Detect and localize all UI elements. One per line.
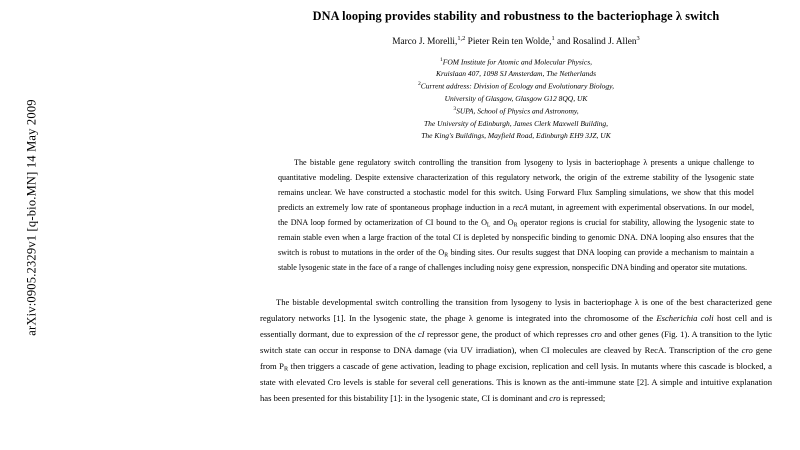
affiliation-list	[232, 56, 800, 142]
affiliation-line: The University of Edinburgh, James Clerk Maxwell Building,	[423, 118, 609, 128]
affiliation-line: Kruislaan 407, 1098 SJ Amsterdam, The Netherlands	[435, 69, 596, 79]
affiliation-line: $^3$SUPA, School of Physics and Astronomy,	[453, 106, 579, 116]
affiliation-line: University of Glasgow, Glasgow G12 8QQ, UK	[444, 93, 588, 103]
affiliation-line: The King's Buildings, Mayfield Road, Edinburgh EH9 3JZ, UK	[421, 130, 611, 140]
arxiv-identifier-stamp	[0, 0, 60, 450]
author-list: Marco J. Morelli,$^{1,2}$ Pieter Rein ten Wolde,$^1$ and Rosalind J. Allen$^3$	[392, 35, 640, 48]
abstract-text: The bistable gene regulatory switch controlling the transition from lysogeny to lysis in bacteriophage λ presents a unique challenge to quantitative modeling. Despite extensive characterization of this regulatory network, the origin of the extreme stability of the lysogenic state remains unclear. We have constructed a stochastic model for this switch. Using Forward Flux Sampling simulations, we show that this model predicts an extremely low rate of spontaneous prophage induction in a recA mutant, in agreement with experimental observations. In our model, the DNA loop formed by octamerization of CI bound to the $O_L$ and $O_R$ operator regions is crucial for stability, allowing the lysogenic state to remain stable even when a large fraction of the total CI is depleted by nonspecific binding to genomic DNA. DNA looping also ensures that the switch is robust to mutations in the order of the $O_R$ binding sites. Our results suggest that DNA looping can provide a mechanism to maintain a stable lysogenic state in the face of a range of challenges including noisy gene expression, nonspecific DNA binding and operator site mutations.	[278, 158, 755, 273]
introduction-paragraph: The bistable developmental switch controlling the transition from lysogeny to lysis in bacteriophage λ is one of the best characterized gene regulatory networks [1]. In the lysogenic state, the phage λ genome is integrated into the chromosome of the Escherichia coli host cell and is essentially dormant, due to expression of the cI repressor gene, the product of which represses cro and other genes (Fig. 1). A transition to the lytic switch state can occur in response to DNA damage (via UV irradiation), when CI molecules are cleaved by RecA. Transcription of the cro gene from $P_R$ then triggers a cascade of gene activation, leading to phage excision, replication and cell lysis. In mutants where this cascade is blocked, a state with elevated Cro levels is stable for several cell generations. This is known as the anti-immune state [2]. A simple and intuitive explanation has been presented for this bistability [1]: in the lysogenic state, CI is dominant and cro is repressed;	[260, 297, 772, 404]
affiliation-line: $^2$Current address: Division of Ecology and Evolutionary Biology,	[418, 81, 614, 91]
page-title: DNA looping provides stability and robustness to the bacteriophage λ switch	[312, 9, 720, 23]
affiliation-line: $^1$FOM Institute for Atomic and Molecular Physics,	[439, 56, 592, 67]
paper-page	[232, 0, 800, 450]
arxiv-identifier-text: arXiv:0905.2329v1 [q-bio.MN] 14 May 2009	[24, 99, 39, 336]
